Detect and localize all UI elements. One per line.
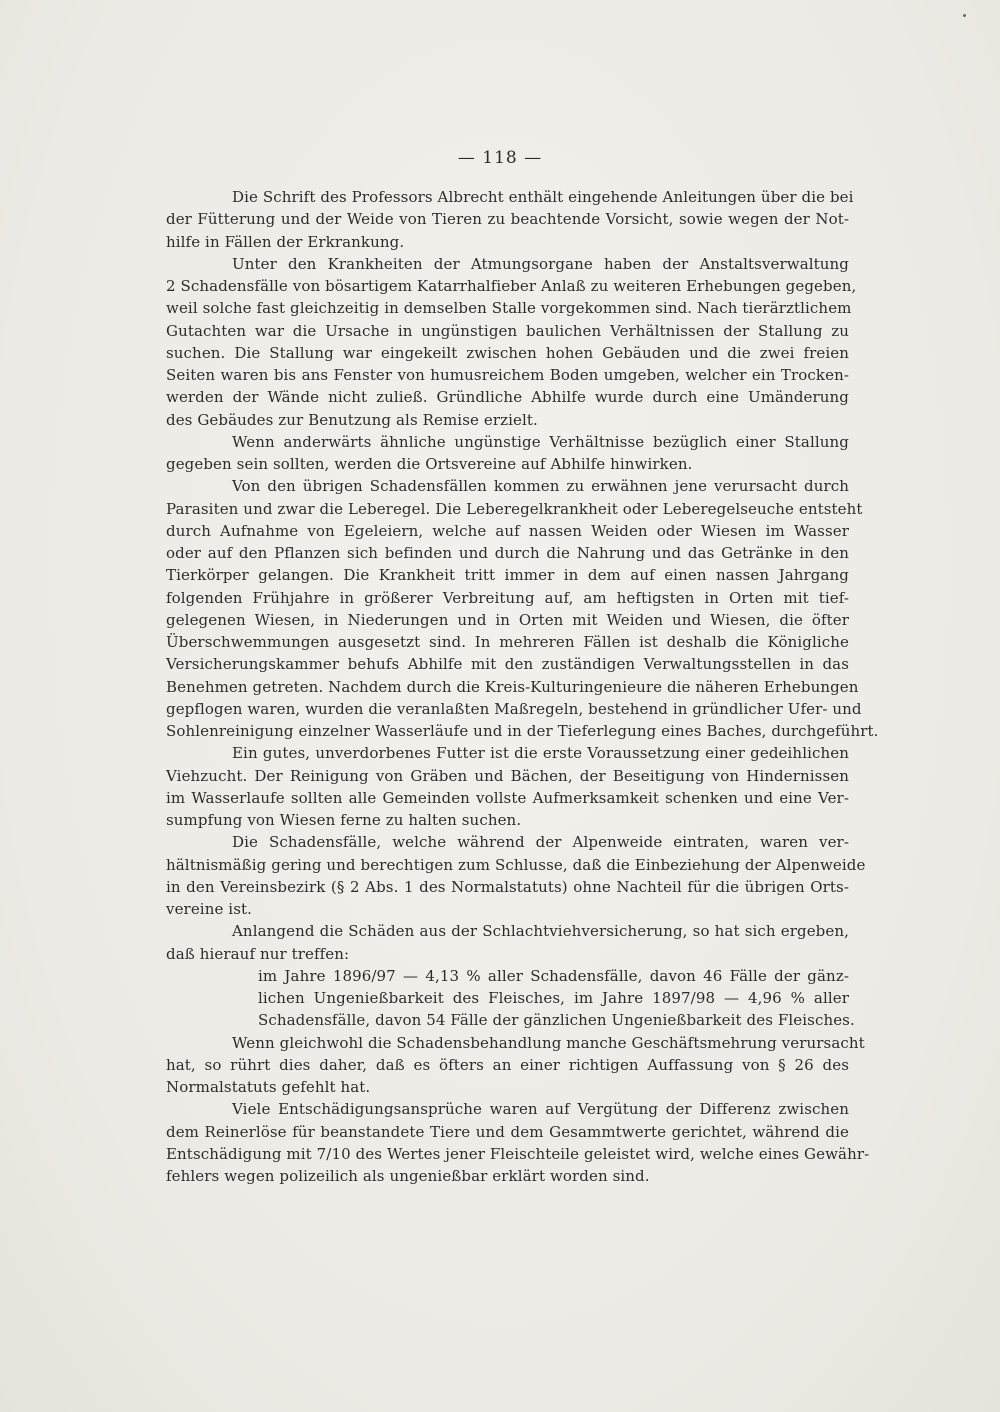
text-line: Die Schadensfälle, welche während der Alpenweide eintraten, waren ver-: [232, 833, 849, 852]
paper-speck: [963, 14, 966, 17]
text-line: Seiten waren bis ans Fenster von humusreichem Boden umgeben, welcher ein Trocken-: [166, 366, 849, 384]
text-line: durch Aufnahme von Egeleiern, welche auf nassen Weiden oder Wiesen im Wasser: [166, 521, 849, 540]
text-line: hat, so rührt dies daher, daß es öfters an einer richtigen Auffassung von § 26 des: [166, 1055, 849, 1074]
text-line: Benehmen getreten. Nachdem durch die Kreis-Kulturingenieure die näheren Erhebungen: [166, 677, 859, 696]
text-line: in den Vereinsbezirk (§ 2 Abs. 1 des Normalstatuts) ohne Nachteil für die übrigen Orts-: [166, 877, 849, 896]
text-line: Die Schrift des Professors Albrecht enthält eingehende Anleitungen über die bei: [232, 188, 854, 206]
text-line: Tierkörper gelangen. Die Krankheit tritt immer in dem auf einen nassen Jahrgang: [166, 566, 849, 585]
text-line: weil solche fast gleichzeitig in demselben Stalle vorgekommen sind. Nach tierärztlichem: [166, 299, 852, 318]
text-line: Überschwemmungen ausgesetzt sind. In mehreren Fällen ist deshalb die Königliche: [166, 633, 849, 651]
text-line: gelegenen Wiesen, in Niederungen und in Orten mit Weiden und Wiesen, die öfter: [166, 610, 849, 629]
text-line: gepflogen waren, wurden die veranlaßten Maßregeln, bestehend in gründlicher Ufer- und: [166, 699, 862, 718]
text-line: Entschädigung mit 7/10 des Wertes jener Fleischteile geleistet wird, welche eines Gewähr-: [166, 1144, 870, 1163]
text-line: im Jahre 1896/97 — 4,13 % aller Schadensfälle, davon 46 Fälle der gänz-: [258, 966, 849, 985]
text-line: lichen Ungenießbarkeit des Fleisches, im Jahre 1897/98 — 4,96 % aller: [258, 989, 849, 1007]
text-line: sumpfung von Wiesen ferne zu halten suchen.: [166, 811, 522, 829]
text-line: gegeben sein sollten, werden die Ortsvereine auf Abhilfe hinwirken.: [166, 455, 693, 473]
text-line: Unter den Krankheiten der Atmungsorgane haben der Anstaltsverwaltung: [232, 254, 849, 273]
text-line: Anlangend die Schäden aus der Schlachtviehversicherung, so hat sich ergeben,: [232, 922, 849, 941]
text-line: 2 Schadensfälle von bösartigem Katarrhalfieber Anlaß zu weiteren Erhebungen gegeben,: [166, 277, 857, 295]
text-line: suchen. Die Stallung war eingekeilt zwischen hohen Gebäuden und die zwei freien: [166, 343, 849, 362]
text-line: des Gebäudes zur Benutzung als Remise erzielt.: [166, 410, 538, 429]
text-line: Von den übrigen Schadensfällen kommen zu erwähnen jene verursacht durch: [232, 477, 849, 496]
text-line: folgenden Frühjahre in größerer Verbreitung auf, am heftigsten in Orten mit tief-: [166, 588, 849, 607]
text-line: Sohlenreinigung einzelner Wasserläufe und in der Tieferlegung eines Baches, durchgeführt.: [166, 722, 879, 740]
text-line: hältnismäßig gering und berechtigen zum Schlusse, daß die Einbeziehung der Alpenweide: [166, 855, 866, 874]
text-line: der Fütterung und der Weide von Tieren zu beachtende Vorsicht, sowie wegen der Not-: [166, 210, 849, 229]
text-line: fehlers wegen polizeilich als ungenießbar erklärt worden sind.: [166, 1167, 650, 1185]
text-line: Viehzucht. Der Reinigung von Gräben und Bächen, der Beseitigung von Hindernissen: [166, 766, 849, 785]
text-line: vereine ist.: [166, 900, 252, 918]
text-line: im Wasserlaufe sollten alle Gemeinden vollste Aufmerksamkeit schenken und eine Ver-: [166, 788, 849, 807]
text-line: werden der Wände nicht zuließ. Gründliche Abhilfe wurde durch eine Umänderung: [166, 388, 849, 407]
text-line: Wenn gleichwohl die Schadensbehandlung manche Geschäftsmehrung verursacht: [232, 1033, 865, 1052]
text-line: oder auf den Pflanzen sich befinden und durch die Nahrung und das Getränke in den: [166, 544, 849, 562]
text-line: Viele Entschädigungsansprüche waren auf Vergütung der Differenz zwischen: [232, 1100, 849, 1119]
text-line: Normalstatuts gefehlt hat.: [166, 1078, 371, 1096]
text-line: Versicherungskammer behufs Abhilfe mit den zuständigen Verwaltungsstellen in das: [166, 655, 849, 674]
text-line: Parasiten und zwar die Leberegel. Die Leberegelkrankheit oder Leberegelseuche entsteht: [166, 499, 863, 518]
text-line: daß hierauf nur treffen:: [166, 944, 350, 963]
text-line: Ein gutes, unverdorbenes Futter ist die erste Voraussetzung einer gedeihlichen: [232, 744, 849, 763]
text-line: Wenn anderwärts ähnliche ungünstige Verhältnisse bezüglich einer Stallung: [232, 432, 849, 451]
body-text: [166, 186, 879, 1187]
page-number: — 118 —: [457, 148, 543, 168]
text-line: dem Reinerlöse für beanstandete Tiere und dem Gesammtwerte gerichtet, während die: [166, 1122, 849, 1141]
text-line: Schadensfälle, davon 54 Fälle der gänzlichen Ungenießbarkeit des Fleisches.: [258, 1011, 855, 1030]
text-line: hilfe in Fällen der Erkrankung.: [166, 232, 405, 251]
text-line: Gutachten war die Ursache in ungünstigen baulichen Verhältnissen der Stallung zu: [166, 321, 849, 340]
